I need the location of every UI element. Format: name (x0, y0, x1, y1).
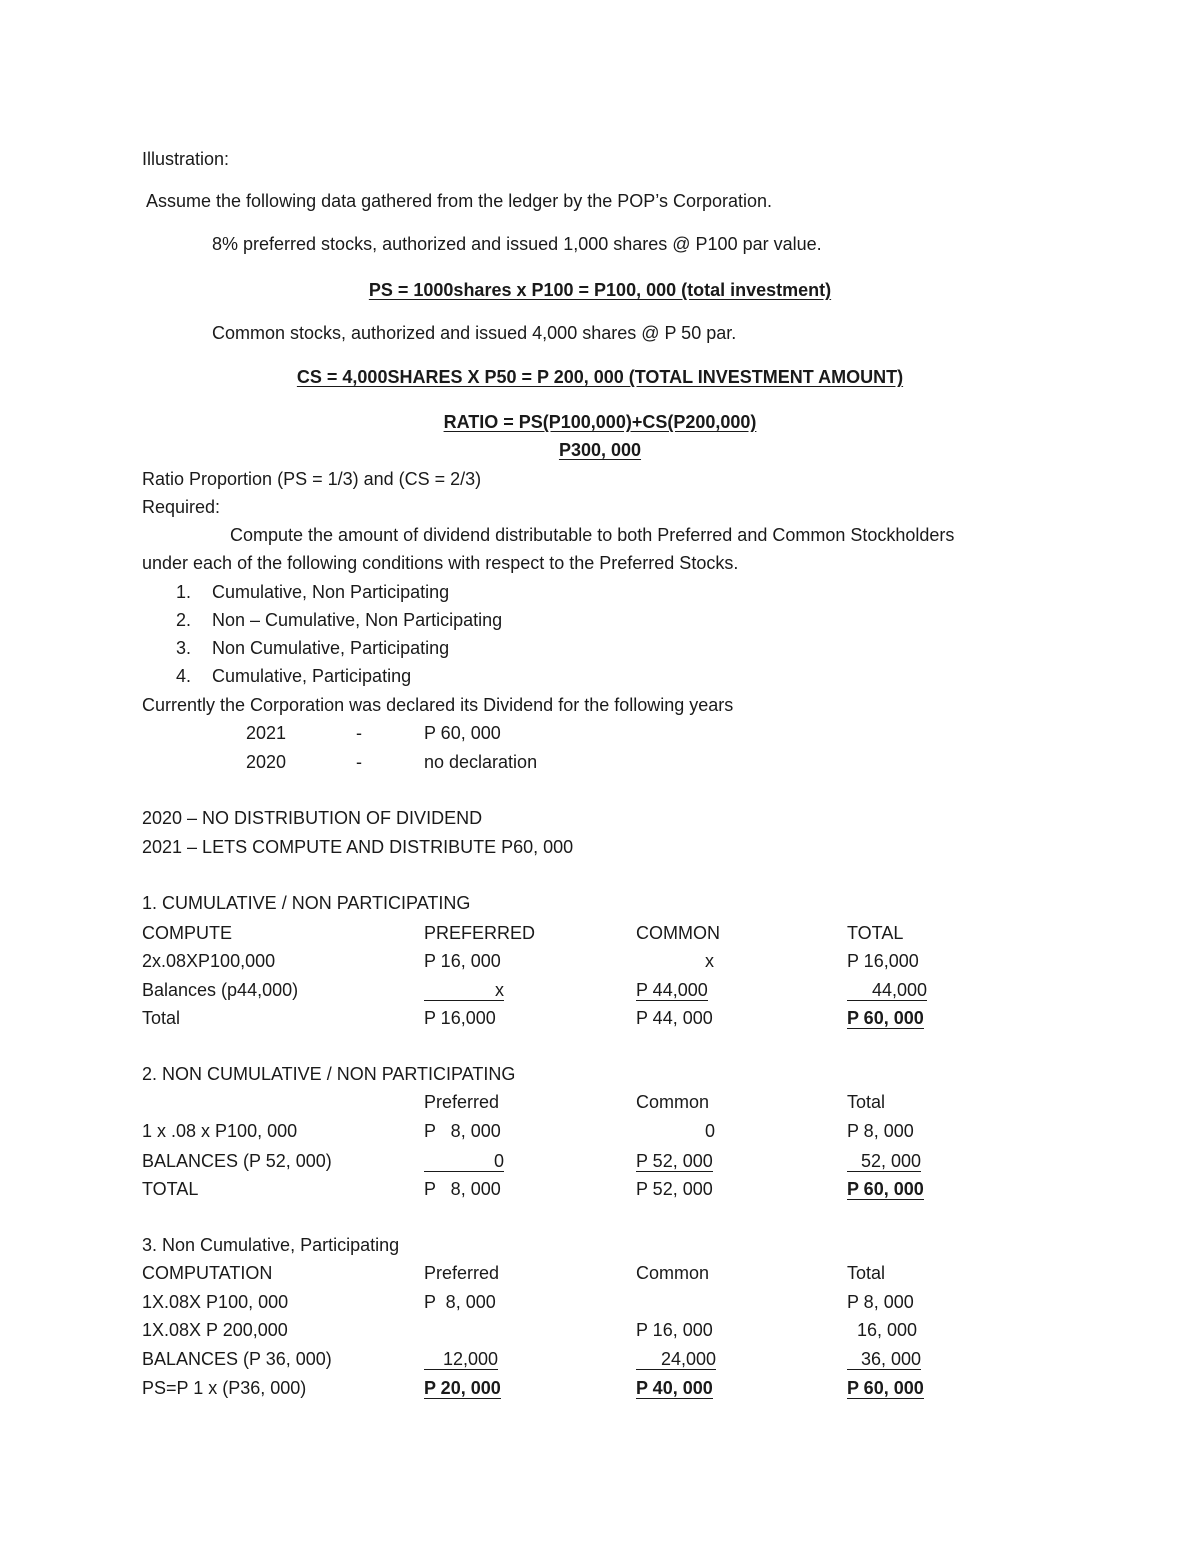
ps-formula: PS = 1000shares x P100 = P100, 000 (total investment) (368, 280, 832, 300)
declaration-intro: Currently the Corporation was declared its Dividend for the following years (142, 695, 734, 715)
section-1-title: 1. CUMULATIVE / NON PARTICIPATING (142, 893, 471, 913)
compute-instruction-line-2: under each of the following conditions with respect to the Preferred Stocks. (142, 553, 739, 573)
preferred-stock-description: 8% preferred stocks, authorized and issued 1,000 shares @ P100 par value. (212, 234, 822, 254)
note-2020: 2020 – NO DISTRIBUTION OF DIVIDEND (142, 808, 483, 828)
ratio-proportion: Ratio Proportion (PS = 1/3) and (CS = 2/3) (142, 469, 482, 489)
ratio-total: P300, 000 (558, 440, 642, 460)
document-page: Illustration: Assume the following data gathered from the ledger by the POP’s Corporation. 8% preferred stocks, authorized and issued 1,000 shares @ P100 par value. PS = 1000shares x P100 = P100, 000 (total investment) Common stocks, authorized and issued 4,000 shares @ P 50 par. CS = 4,000SHARES X P50 = P 200, 000 (TOTAL INVESTMENT AMOUNT) RATIO = PS(P100,000)+CS(P200,000) P300, 000 Ratio Proportion (PS = 1/3) and (CS = 2/3) Required: Compute the amount of dividend distributable to both Preferred and Common Stockholders under each of the following conditions with respect to the Preferred Stocks. 1. Cumulative, Non Participating 2. Non – Cumulative, Non Participating 3. Non Cumulative, Participating 4. Cumulative, Participating Currently the Corporation was declared its Dividend for the following years 2021 - P 60, 000 2020 - no declaration 2020 – NO DISTRIBUTION OF DIVIDEND 2021 – LETS COMPUTE AND DISTRIBUTE P60, 000 1. CUMULATIVE / NON PARTICIPATING COMPUTE PREFERRED COMMON TOTAL 2x.08XP100,000 P 16, 000 x P 16,000 Balances (p44,000) x P 44,000 44,000 Total P 16,000 P 44, 000 P 60, 000 2. NON CUMULATIVE / NON PARTICIPATING Preferred Common Total 1 x .08 x P100, 000 P 8, 000 0 P 8, 000 BALANCES (P 52, 000) 0 P 52, 000 52, 000 TOTAL P 8, 000 P 52, 000 P 60, 000 3. Non Cumulative, Participating COMPUTATION Preferred Common Total 1X.08X P100, 000 P 8, 000 P 8, 000 1X.08X P 200,000 P 16, 000 16, 000 BALANCES (P 36, 000) 12,000 24,000 36, 000 PS=P 1 x (P36, 000) P 20, 000 P 40, 000 P 60, 000 (0, 0, 1200, 1553)
cs-formula: CS = 4,000SHARES X P50 = P 200, 000 (TOTAL INVESTMENT AMOUNT) (296, 367, 904, 387)
section-2-title: 2. NON CUMULATIVE / NON PARTICIPATING (142, 1064, 516, 1084)
compute-instruction-line-1: Compute the amount of dividend distributable to both Preferred and Common Stockholders (230, 525, 955, 545)
section-3-title: 3. Non Cumulative, Participating (142, 1235, 400, 1255)
required-label: Required: (142, 497, 221, 517)
ratio-formula: RATIO = PS(P100,000)+CS(P200,000) (443, 412, 757, 432)
assume-paragraph: Assume the following data gathered from the ledger by the POP’s Corporation. (146, 191, 773, 211)
illustration-heading: Illustration: (142, 149, 230, 169)
common-stock-description: Common stocks, authorized and issued 4,000 shares @ P 50 par. (212, 323, 737, 343)
note-2021: 2021 – LETS COMPUTE AND DISTRIBUTE P60, 000 (142, 837, 574, 857)
